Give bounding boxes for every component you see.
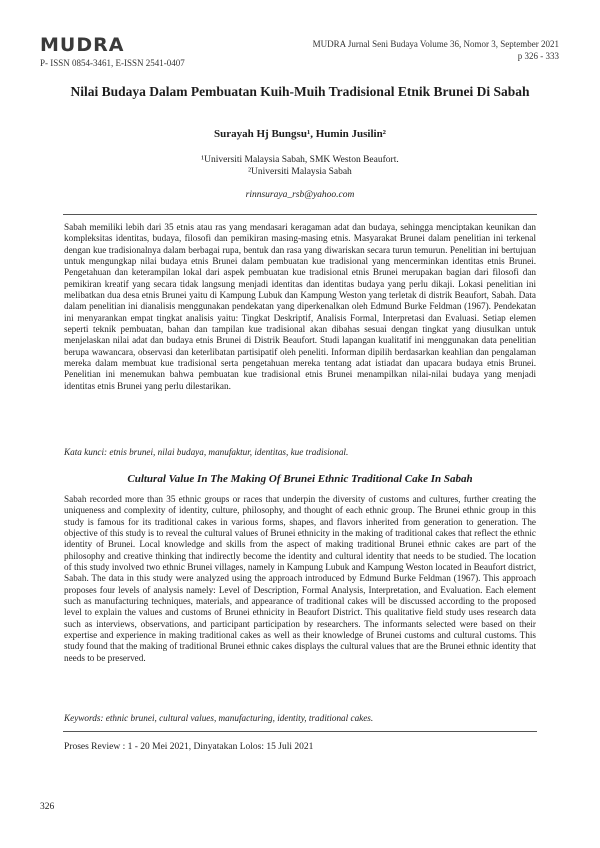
affiliations (40, 154, 560, 178)
english-title: Cultural Value In The Making Of Brunei Ethnic Traditional Cake In Sabah (127, 473, 473, 485)
page-number: 326 (40, 802, 55, 812)
affiliation-2: ²Universiti Malaysia Sabah (248, 167, 352, 177)
issn-line: P- ISSN 0854-3461, E-ISSN 2541-0407 (40, 58, 185, 68)
review-process: Proses Review : 1 - 20 Mei 2021, Dinyatakan Lolos: 15 Juli 2021 (64, 742, 314, 752)
journal-volume: MUDRA Jurnal Seni Budaya Volume 36, Nomor 3, September 2021 (312, 39, 559, 49)
abstract-indonesian: Sabah memiliki lebih dari 35 etnis atau ras yang mendasari keragaman adat dan budaya, sehingga menciptakan keunikan dan kompleksitas identitas, budaya, filosofi dan pemikiran masing-masing etnis. Masyarakat Brunei dalam penelitian ini terkenal dengan kue tradisionalnya dalam berbagai rupa, bentuk dan rasa yang diwariskan secara turun temurun. Penelitian ini bertujuan untuk mengungkap nilai budaya etnis Brunei dalam pembuatan kue tradisional yang mencerminkan identitas etnis Brunei. Pengetahuan dan keterampilan lokal dari aspek pembuatan kue tradisional etnis Brunei merupakan bagian dari filosofi dan pemikiran kreatif yang secara tidak langsung menjadi identitas dan identitas budaya yang perlu dikaji. Lokasi penelitian ini melibatkan dua desa etnis Brunei yaitu di Kampung Lubuk dan Kampung Weston yang terletak di distrik Beaufort, Sabah. Data dalam penelitian ini dianalisis menggunakan pendekatan yang diperkenalkan oleh Edmund Burke Feldman (1967). Pendekatan ini menyarankan empat tingkat analisis yaitu: Tingkat Deskriptif, Analisis Formal, Interpretasi dan Evaluasi. Setiap elemen seperti teknik pembuatan, bahan dan tampilan kue tradisional akan dibahas sesuai dengan tingkat yang diusulkan untuk menjelaskan nilai adat dan budaya etnis Brunei di Distrik Beaufort. Studi lapangan kualitatif ini menggunakan data penelitian berupa wawancara, observasi dan keterlibatan partisipatif oleh peneliti. Informan dipilih berdasarkan keahlian dan pengalaman mereka dalam membuat kue tradisional serta pengetahuan mereka tentang adat istiadat dan upacara budaya etnis Brunei. Penelitian ini menemukan bahwa pembuatan kue tradisional etnis Brunei menampilkan nilai-nilai budaya yang menjadi identitas etnis Brunei yang perlu dilestarikan. (64, 222, 536, 391)
keywords-english: Keywords: ethnic brunei, cultural values, manufacturing, identity, traditional cakes. (64, 713, 374, 723)
journal-logo: MUDRA (40, 34, 125, 56)
journal-pages: p 326 - 333 (517, 51, 559, 61)
journal-info (313, 38, 559, 62)
paper-title: Nilai Budaya Dalam Pembuatan Kuih-Muih Tradisional Etnik Brunei Di Sabah (70, 84, 530, 99)
abstract-bottom-divider (63, 731, 537, 732)
keywords-indonesian: Kata kunci: etnis brunei, nilai budaya, manufaktur, identitas, kue tradisional. (64, 447, 349, 457)
abstract-english: Sabah recorded more than 35 ethnic groups or races that underpin the diversity of customs and cultures, further creating the uniqueness and complexity of identity, culture, philosophy, and thought of each ethnic group. The Brunei ethnic group in this study is famous for its traditional cakes in various forms, shapes, and flavors inherited from generation to generation. The objective of this study is to reveal the cultural values of Brunei ethnicity in the making of traditional cakes that reflect the ethnic identity of Brunei. Local knowledge and skills from the aspect of making traditional Brunei ethnic cakes are part of the philosophy and creative thinking that indirectly become the identity and cultural identity that needs to be studied. The location of this study involved two ethnic Brunei villages, namely in Kampung Lubuk and Kampung Weston located in Beaufort district, Sabah. The data in this study were analyzed using the approach introduced by Edmund Burke Feldman (1967). This approach proposes four levels of analysis namely: Level of Description, Formal Analysis, Interpretation, and Evaluation. Each element such as manufacturing techniques, materials, and appearance of traditional cakes will be discussed according to the proposed level to explain the values and customs of Brunei ethnicity in Beaufort District. This qualitative field study uses research data such as interviews, observations, and participant participation by researchers. The informants selected were based on their expertise and experience in making traditional cakes as well as their knowledge of Brunei customs and cultural customs. This study found that the making of traditional Brunei ethnic cakes displays the cultural values that are the Brunei ethnic identity that needs to be preserved. (64, 494, 536, 663)
author-email: rinnsuraya_rsb@yahoo.com (245, 190, 355, 200)
abstract-top-divider (63, 214, 537, 215)
affiliation-1: ¹Universiti Malaysia Sabah, SMK Weston Beaufort. (201, 155, 399, 165)
authors: Surayah Hj Bungsu¹, Humin Jusilin² (214, 128, 386, 140)
